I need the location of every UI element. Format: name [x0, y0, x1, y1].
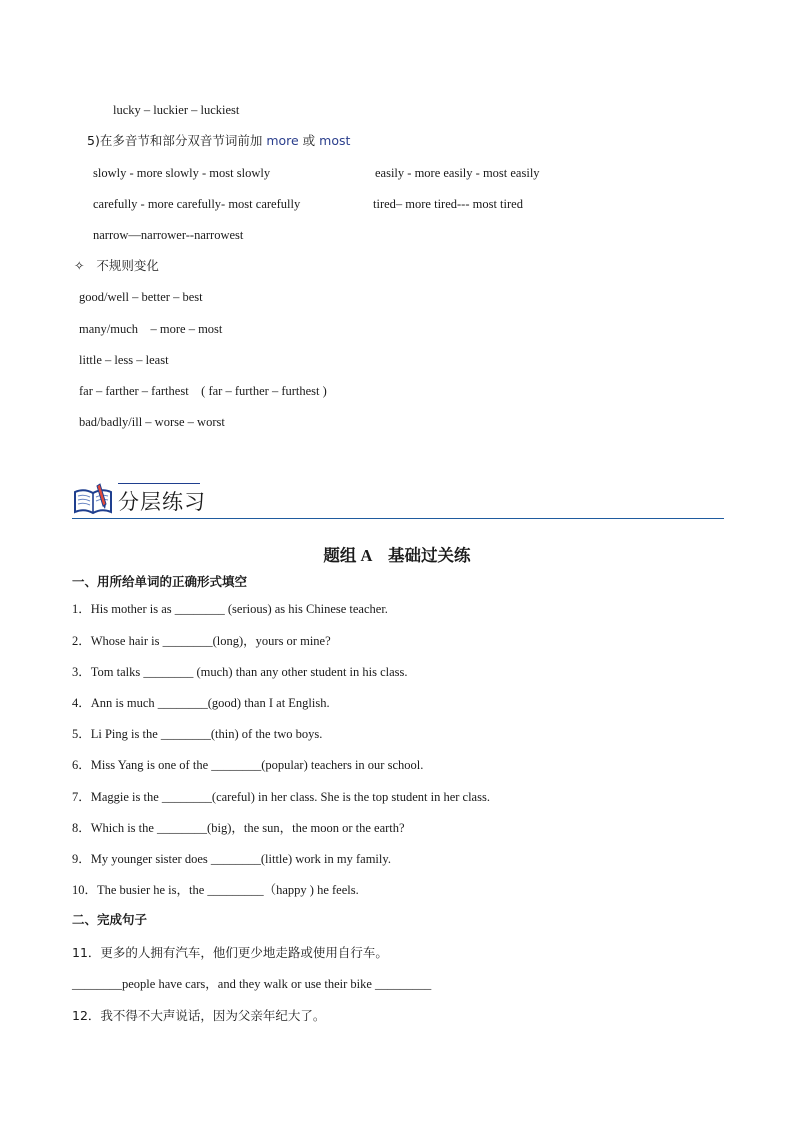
irregular-far: far – farther – farthest ( far – further – furthest ) [79, 384, 327, 398]
exercise-item-7: 7．Maggie is the ________(careful) in her class. She is the top student in her class. [72, 790, 490, 804]
part1-title: 一、用所给单词的正确形式填空 [72, 574, 248, 589]
part2-title: 二、完成句子 [72, 912, 148, 927]
irregular-many: many/much – more – most [79, 322, 223, 336]
irregular-good: good/well – better – best [79, 290, 203, 304]
example-easily: easily - more easily - most easily [375, 166, 540, 180]
rule-5-most: most [319, 133, 351, 148]
rule-5-or: 或 [298, 133, 320, 148]
exercise-item-5: 5．Li Ping is the ________(thin) of the two boys. [72, 727, 323, 741]
example-narrow: narrow—narrower--narrowest [93, 228, 244, 242]
exercise-item-3: 3．Tom talks ________ (much) than any other student in his class. [72, 665, 408, 679]
open-book-icon [72, 482, 114, 518]
exercise-item-9: 9．My younger sister does ________(little) work in my family. [72, 852, 391, 866]
irregular-heading-text: 不规则变化 [96, 258, 159, 273]
rule-5 [87, 133, 350, 149]
exercise-item-11-en: ________people have cars，and they walk or use their bike _________ [72, 977, 432, 991]
lucky-forms: lucky – luckier – luckiest [113, 103, 240, 117]
example-tired: tired– more tired--- most tired [373, 197, 523, 211]
irregular-bad: bad/badly/ill – worse – worst [79, 415, 225, 429]
rule-5-prefix: 5)在多音节和部分双音节词前加 [87, 133, 267, 148]
exercise-item-1: 1．His mother is as ________ (serious) as his Chinese teacher. [72, 602, 388, 616]
diamond-bullet-icon: ✧ [74, 258, 85, 273]
example-carefully: carefully - more carefully- most carefully [93, 197, 301, 211]
irregular-heading [74, 258, 159, 274]
exercise-item-11-cn: 11．更多的人拥有汽车，他们更少地走路或使用自行车。 [72, 945, 388, 960]
exercise-item-2: 2．Whose hair is ________(long)，yours or mine? [72, 634, 331, 648]
irregular-little: little – less – least [79, 353, 169, 367]
exercise-item-12-cn: 12．我不得不大声说话，因为父亲年纪大了。 [72, 1008, 326, 1023]
exercise-item-6: 6．Miss Yang is one of the ________(popular) teachers in our school. [72, 758, 424, 772]
banner-divider [72, 518, 724, 519]
rule-5-more: more [266, 133, 299, 148]
exercise-item-8: 8．Which is the ________(big)，the sun，the moon or the earth? [72, 821, 405, 835]
exercise-item-4: 4．Ann is much ________(good) than I at English. [72, 696, 330, 710]
section-heading: 题组 A 基础过关练 [323, 546, 471, 565]
exercise-item-10: 10．The busier he is，the _________（happy ) he feels. [72, 883, 359, 897]
banner-top-rule [118, 483, 200, 484]
banner-label: 分层练习 [118, 490, 206, 514]
example-slowly: slowly - more slowly - most slowly [93, 166, 271, 180]
